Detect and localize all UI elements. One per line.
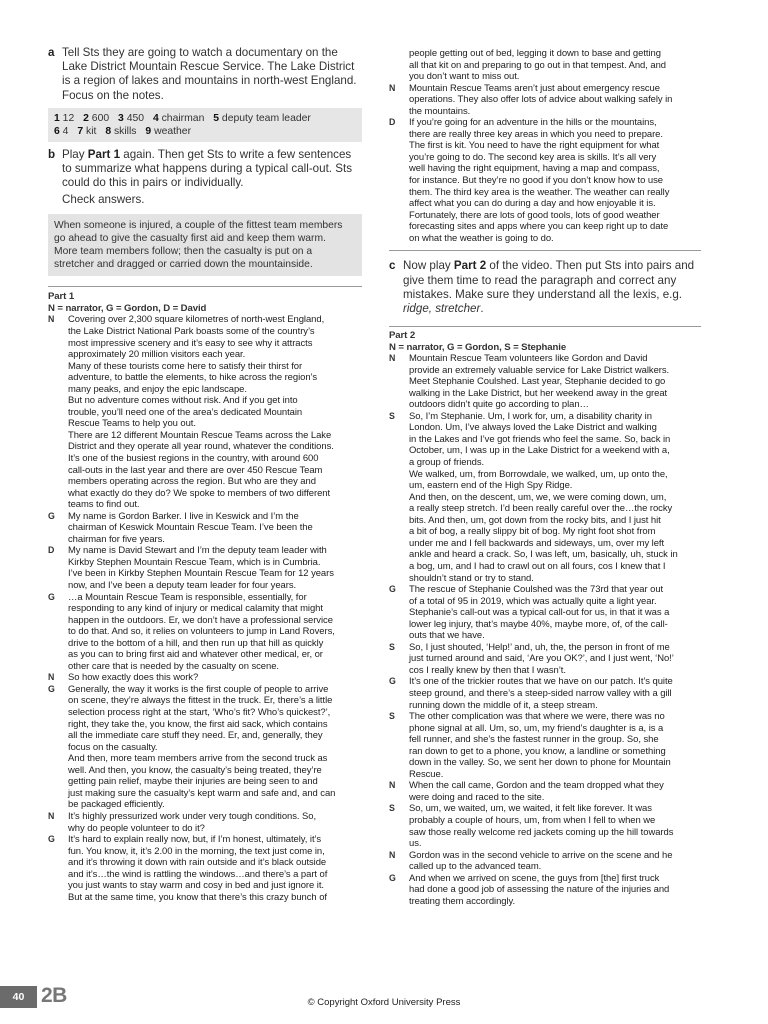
task-b-part: Part 1: [87, 147, 121, 161]
transcript-line: It’s hard to explain really now, but, if I’m honest, ultimately, it’s: [68, 834, 322, 846]
transcript-line: provide an extremely valuable service for Lake District walkers.: [409, 364, 670, 376]
transcript-line: Rescue.: [409, 768, 444, 780]
transcript-line: um, eastern end of the High Spy Ridge.: [409, 480, 573, 492]
transcript-line: and it’s throwing it down with rain outside and it’s black outside: [68, 857, 327, 869]
task-b-line: could do this in pairs or individually.: [62, 176, 244, 190]
transcript-line: walking in the Lake District, but her weekend away in the great: [409, 387, 668, 399]
speaker-label: G: [48, 834, 55, 845]
transcript-line: responding to any kind of injury or medical calamity that might: [68, 603, 323, 615]
transcript-line: for instance. But they’re no good if you don’t know how to use: [409, 175, 663, 187]
transcript-line: chairman for five years.: [68, 533, 165, 545]
transcript-turn: [389, 711, 701, 780]
speaker-label: N: [48, 672, 55, 683]
transcript-line: Kirkby Stephen Mountain Rescue Team, which is in Cumbria.: [68, 556, 321, 568]
speaker-label: G: [48, 591, 55, 602]
transcript-turn: [389, 873, 701, 908]
transcript-line: just making sure the casualty’s kept warm and safe and, and can: [68, 787, 336, 799]
transcript-line: treating them accordingly.: [409, 895, 516, 907]
transcript-line: us.: [409, 838, 422, 850]
transcript-line: So, I just shouted, ‘Help!’ and, uh, the, the person in front of me: [409, 641, 670, 653]
transcript-line: It’s one of the trickier routes that we have on our patch. It’s quite: [409, 676, 673, 688]
transcript-line: Generally, the way it works is the first couple of people to arrive: [68, 683, 329, 695]
part1-title: Part 1: [48, 291, 75, 303]
transcript-line: the mountains.: [409, 105, 471, 117]
task-c-line: mistakes. Make sure they understand all the lexis, e.g.: [403, 287, 683, 301]
part2-section: [389, 330, 701, 907]
transcript-line: And then, on the descent, um, we, we were coming down, um,: [409, 491, 667, 503]
speaker-label: S: [389, 803, 395, 814]
task-c: [389, 259, 701, 316]
task-b-check: Check answers.: [62, 193, 145, 207]
transcript-line: probably a couple of hours, um, from when I fell to when we: [409, 814, 656, 826]
speaker-label: G: [48, 510, 55, 521]
transcript-line: Mountain Rescue Teams aren’t just about emergency rescue: [409, 82, 660, 94]
transcript-line: running down the middle of it, a steep stream.: [409, 699, 598, 711]
transcript-line: them. The third key area is the weather. The weather can really: [409, 186, 670, 198]
transcript-line: It’s one of the busiest regions in the country, with around 600: [68, 453, 319, 464]
task-a-line: Tell Sts they are going to watch a documentary on the: [62, 46, 338, 59]
transcript-line: forecasting sites and apps where you can keep right up to date: [409, 221, 669, 233]
transcript-line: But no adventure comes without risk. And if you get into: [68, 395, 298, 407]
transcript-line: just turned around and said, ‘Are you OK?’, and I just went, ‘No!’: [409, 653, 674, 665]
right-column: [389, 48, 701, 907]
transcript-line: So, I’m Stephanie. Um, I work for, um, a disability charity in: [409, 410, 652, 422]
transcript-line: I’ve been in Kirkby Stephen Mountain Rescue Team for 12 years: [68, 568, 334, 580]
speaker-label: G: [389, 584, 396, 595]
task-a-line: Lake District Mountain Rescue Service. The Lake District: [62, 60, 355, 74]
transcript-line: getting pain relief, maybe their injuries are being seen to and: [68, 776, 318, 788]
part1-section: [48, 291, 362, 903]
speaker-label: N: [389, 780, 396, 791]
part2-key: N = narrator, G = Gordon, S = Stephanie: [389, 341, 567, 353]
answer-b-line: go ahead to give the casualty first aid and keep them warm.: [54, 232, 326, 244]
transcript-line: you’re going to do. The second key area is skills. It’s all very: [409, 151, 657, 163]
answer-key-item: 2 600: [83, 112, 110, 124]
transcript-line: We walked, um, from Borrowdale, we walked, um, up onto the,: [409, 468, 668, 480]
answer-key-item: 6 4: [54, 125, 69, 137]
answer-key-item: 5 deputy team leader: [213, 112, 311, 124]
speaker-label: S: [389, 641, 395, 652]
transcript-line: ran down to get to a phone, you know, a landline or something: [409, 745, 666, 757]
transcript-line: down in the valley. So, we sent her down to phone for Mountain: [409, 757, 671, 769]
answer-key-box: [48, 108, 362, 142]
transcript-line: selection process right at the start, ‘Who’s fit? Who’s quickest?’,: [68, 707, 331, 719]
transcript-line: Many of these tourists come here to satisfy their thirst for: [68, 360, 303, 372]
task-c-italic: ridge, stretcher: [403, 301, 481, 315]
transcript-line: The first is kit. You need to have the right equipment for what: [409, 140, 660, 152]
answer-b-line: More team members follow; then the casualty is put on a: [54, 246, 313, 258]
transcript-line: members operating across the region. But who are they and: [68, 476, 316, 488]
transcript-line: October, um, I was up in the Lake District for a weekend with a,: [409, 445, 670, 457]
speaker-label: N: [389, 82, 396, 93]
transcript-line: outdoors didn’t quite go according to plan…: [409, 399, 589, 411]
transcript-turn: [48, 672, 362, 684]
transcript-line: drive to the bottom of a hill, and then run up that hill as quickly: [68, 637, 324, 649]
page-number: 40: [0, 986, 37, 1008]
unit-label: 2B: [41, 984, 67, 1007]
transcript-turn: [389, 411, 701, 584]
answer-key-item: 3 450: [118, 112, 145, 124]
transcript-line: And when we arrived on scene, the guys from [the] first truck: [409, 872, 660, 884]
answer-key-item: 1 12: [54, 112, 75, 124]
speaker-label: D: [389, 117, 396, 128]
speaker-label: S: [389, 410, 395, 421]
task-b-letter: b: [48, 147, 56, 161]
transcript-line: you just wants to stay warm and cosy in bed and just ignore it.: [68, 880, 324, 892]
transcript-line: many peaks, and enjoy the epic landscape.: [68, 383, 247, 395]
task-a-letter: a: [48, 46, 55, 59]
task-b-line: again. Then get Sts to write a few sentences: [123, 147, 352, 161]
transcript-line: on scene, they’re always the fittest in the truck. Er, there’s a little: [68, 695, 333, 707]
transcript-turn: [389, 780, 701, 803]
transcript-line: you don’t want to miss out.: [409, 71, 520, 83]
transcript-line: cos I really knew by then that I wasn’t.: [409, 664, 566, 676]
transcript-line: had done a good job of assessing the nature of the injuries and: [409, 884, 670, 896]
transcript-line: under me and I fell backwards and sideways, um, over my left: [409, 537, 665, 549]
divider: [389, 326, 701, 327]
task-b-pre: Play: [62, 147, 85, 161]
transcript-line: most impressive scenery and it’s easy to see why it attracts: [68, 337, 313, 349]
answer-b-box: [48, 214, 362, 277]
transcript-line: fun. You know, it, it’s 2.00 in the morning, the text just come in,: [68, 845, 325, 857]
task-c-part: Part 2: [453, 259, 487, 273]
transcript-line: well. And then, you know, the casualty’s being treated, they’re: [68, 764, 322, 776]
transcript-line: adventure, to battle the elements, to hike across the region’s: [68, 372, 318, 384]
transcript-line: the Lake District National Park boasts some of the country’s: [68, 325, 315, 337]
answer-b-line: When someone is injured, a couple of the fittest team members: [54, 219, 343, 231]
task-c-letter: c: [389, 259, 396, 273]
task-c-pre: Now play: [403, 259, 451, 273]
transcript-line: It’s highly pressurized work under very tough conditions. So,: [68, 810, 317, 822]
transcript-line: When the call came, Gordon and the team dropped what they: [409, 780, 664, 792]
transcript-line: happen in the outdoors. Er, we don’t have a professional service: [68, 614, 333, 626]
part1-key: N = narrator, G = Gordon, D = David: [48, 302, 207, 314]
transcript-line: Covering over 2,300 square kilometres of north-west England,: [68, 314, 325, 326]
continued-turn: [389, 48, 701, 83]
transcript-line: If you’re going for an adventure in the hills or the mountains,: [409, 117, 657, 129]
transcript-line: call-outs in the last year and there are over 450 Rescue Team: [68, 464, 323, 476]
transcript-line: My name is David Stewart and I’m the deputy team leader with: [68, 545, 327, 557]
transcript-line: Fortunately, there are lots of good tools, lots of good weather: [409, 209, 660, 221]
transcript-line: other care that is needed by the casualty on scene.: [68, 660, 279, 672]
transcript-line: called up to the advanced team.: [409, 861, 542, 873]
task-a: [48, 46, 362, 103]
transcript-line: right, they take the, you know, the first aid sack, which contains: [68, 718, 328, 730]
transcript-line: shouldn’t stand or try to stand.: [409, 572, 534, 584]
transcript-line: …a Mountain Rescue Team is responsible, essentially, for: [68, 591, 307, 603]
task-c-end: .: [480, 301, 484, 315]
transcript-line: lower leg injury, that’s maybe 40%, maybe more, of, of the call-: [409, 618, 668, 630]
transcript-line: London. Um, I’ve always loved the Lake District and walking: [409, 422, 657, 434]
task-b: [48, 148, 362, 208]
right-turns: [389, 83, 701, 245]
divider: [389, 250, 701, 251]
task-a-line: Focus on the notes.: [62, 88, 164, 102]
transcript-line: of a total of 95 in 2019, which was actually quite a light year.: [409, 595, 657, 607]
transcript-line: saw those really welcome red jackets coming up the hill towards: [409, 826, 674, 838]
transcript-line: as you can to bring first aid and whatever other medical, er, or: [68, 649, 323, 661]
transcript-line: But at the same time, you know that there’s this crazy bunch of: [68, 891, 327, 903]
left-column: [48, 46, 362, 903]
transcript-line: people getting out of bed, legging it down to base and getting: [409, 48, 661, 59]
transcript-turn: [48, 592, 362, 673]
transcript-turn: [389, 676, 701, 711]
transcript-line: My name is Gordon Barker. I live in Keswick and I’m the: [68, 510, 299, 522]
transcript-line: well having the right equipment, having a map and compass,: [409, 163, 660, 175]
transcript-line: operations. They also offer lots of advice about walking safely in: [409, 94, 673, 106]
transcript-turn: [48, 811, 362, 834]
speaker-label: N: [389, 849, 396, 860]
transcript-line: on what the weather is going to do.: [409, 232, 554, 244]
task-a-line: is a region of lakes and mountains in north-west England.: [62, 74, 357, 88]
transcript-line: Meet Stephanie Coulshed. Last year, Stephanie decided to go: [409, 376, 666, 388]
transcript-line: phone signal at all. Um, so, um, my friend’s daughter is a, is a: [409, 722, 664, 734]
transcript-turn: [48, 314, 362, 510]
transcript-line: And then, more team members arrive from the second truck as: [68, 753, 328, 765]
transcript-line: ankle and heard a crack. So, I was left, um, basically, uh, stuck in: [409, 549, 678, 561]
transcript-line: So, um, we waited, um, we waited, it felt like forever. It was: [409, 803, 652, 815]
speaker-label: N: [48, 314, 55, 325]
transcript-turn: [389, 353, 701, 411]
transcript-line: bits. And then, um, got down from the rocky bits, and I just hit: [409, 514, 661, 526]
transcript-line: a group of friends.: [409, 457, 485, 469]
transcript-line: now, and I’ve been a deputy team leader for four years.: [68, 580, 297, 592]
transcript-line: focus on the casualty.: [68, 741, 158, 753]
answer-b-line: stretcher and dragged or carried down the mountainside.: [54, 259, 313, 271]
transcript-line: steep ground, and there’s a steep-sided narrow valley with a gill: [409, 687, 672, 699]
transcript-turn: [389, 584, 701, 642]
transcript-line: So how exactly does this work?: [68, 672, 199, 684]
transcript-turn: [48, 684, 362, 811]
speaker-label: G: [389, 872, 396, 883]
transcript-line: were doing and raced to the site.: [409, 791, 545, 803]
right-continuation: [389, 48, 701, 244]
answer-key-row-1: [54, 112, 356, 125]
transcript-line: trouble, you’ll need one of the area’s dedicated Mountain: [68, 406, 303, 418]
task-b-line: to summarize what happens during a typical call-out. Sts: [62, 162, 352, 176]
task-c-line: give them time to read the paragraph and correct any: [403, 273, 677, 287]
transcript-line: Rescue Teams to help you out.: [68, 418, 196, 430]
transcript-line: all the immediate care stuff they need. Er, and, generally, they: [68, 730, 323, 742]
transcript-turn: [48, 545, 362, 591]
answer-key-item: 4 chairman: [152, 112, 205, 124]
part2-transcript: [389, 353, 701, 907]
transcript-line: approximately 20 million visitors each year.: [68, 349, 246, 361]
answer-key-item: 9 weather: [145, 125, 192, 137]
transcript-line: all that kit on and preparing to go out in that tempest. And, and: [409, 59, 666, 71]
transcript-line: Gordon was in the second vehicle to arrive on the scene and he: [409, 849, 673, 861]
answer-key-row-2: [54, 125, 356, 138]
speaker-label: G: [48, 683, 55, 694]
speaker-label: N: [48, 810, 55, 821]
transcript-line: There are 12 different Mountain Rescue Teams across the Lake: [68, 429, 332, 441]
transcript-turn: [389, 117, 701, 244]
speaker-label: D: [48, 545, 55, 556]
transcript-line: be packaged efficiently.: [68, 799, 165, 811]
copyright: © Copyright Oxford University Press: [307, 997, 461, 1008]
speaker-label: N: [389, 353, 396, 364]
speaker-label: G: [389, 676, 396, 687]
answer-key-item: 8 skills: [105, 125, 137, 137]
transcript-line: affect what you can do during a day and how enjoyable it is.: [409, 198, 656, 210]
transcript-turn: [389, 803, 701, 849]
part1-transcript: [48, 314, 362, 903]
part2-title: Part 2: [389, 330, 416, 342]
divider: [48, 286, 362, 287]
task-c-line: of the video. Then put Sts into pairs and: [489, 259, 695, 273]
transcript-line: a bit of bog, a really slippy bit of bog. My right foot shot from: [409, 526, 656, 538]
transcript-turn: [389, 642, 701, 677]
transcript-line: a really steep stretch. I’d been really careful over the…the rocky: [409, 503, 673, 515]
transcript-line: chairman of Keswick Mountain Rescue Team. I’ve been the: [68, 522, 313, 534]
transcript-line: to do that. And so, it relies on volunteers to jump in Land Rovers,: [68, 626, 335, 638]
transcript-line: and it’s…the wind is rattling the windows…and there’s a part of: [68, 868, 328, 880]
transcript-line: outs that we have.: [409, 630, 485, 642]
transcript-line: teams to find out.: [68, 499, 140, 511]
transcript-turn: [389, 850, 701, 873]
transcript-line: why do people volunteer to do it?: [68, 822, 205, 834]
transcript-line: Stephanie’s call-out was a typical call-out for us, in that it was a: [409, 607, 670, 619]
transcript-line: District and they operate all year round, whatever the conditions.: [68, 441, 334, 453]
answer-key-item: 7 kit: [77, 125, 97, 137]
transcript-line: fell runner, and she’s the fastest runner in the group. So, she: [409, 734, 659, 746]
transcript-line: in the Lakes and I’ve got friends who feel the same. So, back in: [409, 433, 671, 445]
transcript-line: The rescue of Stephanie Coulshed was the 73rd that year out: [409, 584, 664, 596]
speaker-label: S: [389, 711, 395, 722]
transcript-line: a bog, um, and I had to crawl out on all fours, cos I knew that I: [409, 560, 666, 572]
transcript-turn: [48, 511, 362, 546]
transcript-line: The other complication was that where we were, there was no: [409, 711, 665, 723]
transcript-line: what exactly do they do? We spoke to members of two different: [68, 487, 331, 499]
transcript-turn: [48, 834, 362, 903]
transcript-line: Mountain Rescue Team volunteers like Gordon and David: [409, 353, 648, 365]
transcript-turn: [389, 83, 701, 118]
transcript-line: there are really three key areas in which you need to prepare.: [409, 128, 663, 140]
